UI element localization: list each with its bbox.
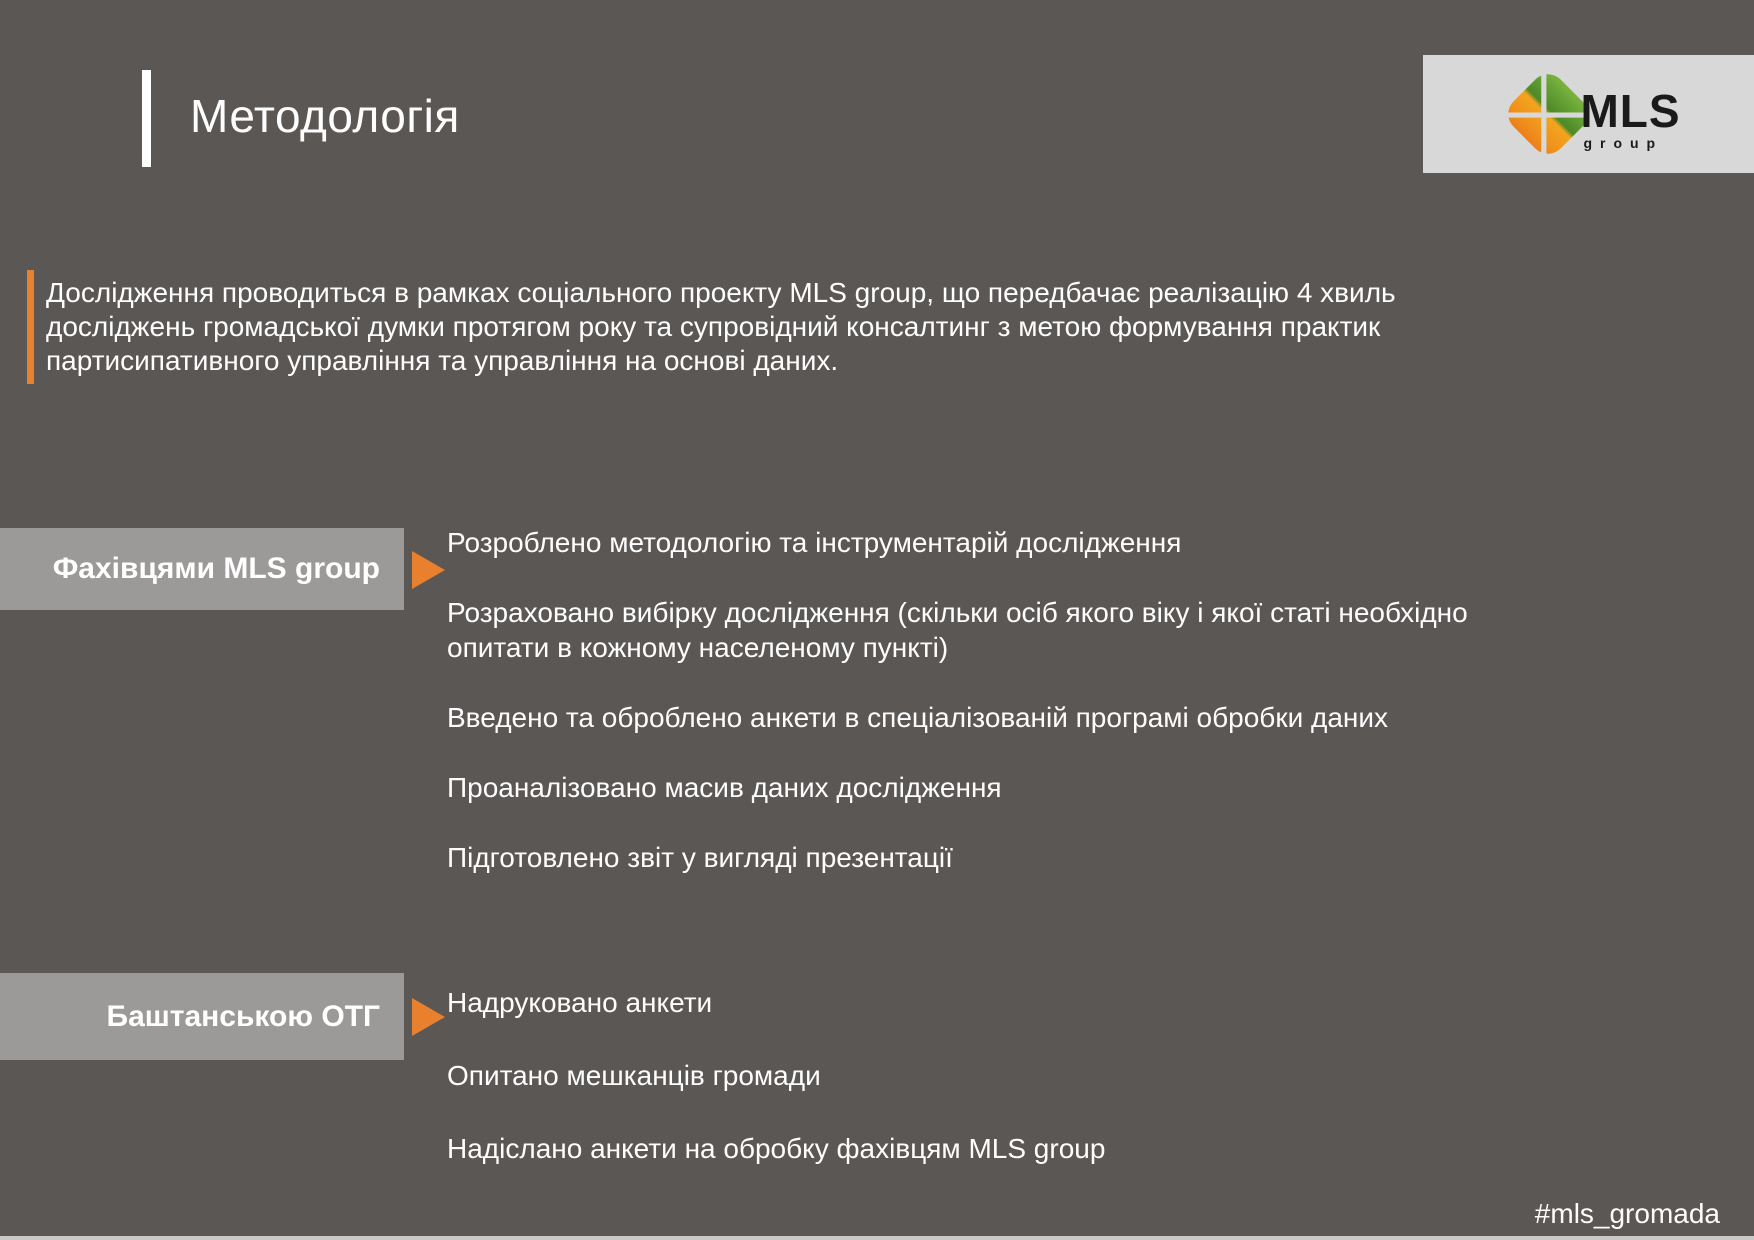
section-label-text: Фахівцями MLS group (52, 552, 380, 585)
list-item: Опитано мешканців громади (447, 1060, 821, 1091)
section-label-otg (0, 973, 404, 1060)
section-label-mls-group (0, 528, 404, 610)
logo-box (1423, 55, 1754, 173)
intro-block (27, 270, 1519, 384)
section-label-text: Баштанською ОТГ (106, 999, 380, 1033)
otg-activity-list (447, 985, 1532, 1204)
arrow-right-icon (412, 551, 445, 589)
list-item: Надруковано анкети (447, 987, 713, 1018)
hashtag-footer: #mls_gromada (1534, 1198, 1720, 1229)
list-item: Введено та оброблено анкети в спеціалізованій програмі обробки даних (447, 702, 1389, 733)
logo-sub-text: group (1583, 135, 1664, 152)
list-item: Розраховано вибірку дослідження (скільки осіб якого віку і якої статі необхідно опитати в кожному населеному пункті) (447, 597, 1468, 663)
logo-brand-text: MLS (1580, 84, 1681, 137)
title-accent-bar (142, 70, 151, 167)
bottom-edge-strip (0, 1236, 1754, 1240)
list-item: Надіслано анкети на обробку фахівцям MLS group (447, 1133, 1106, 1164)
intro-paragraph: Дослідження проводиться в рамках соціального проекту MLS group, що передбачає реалізацію 4 хвиль досліджень громадської думки протягом року та супровідний консалтинг з метою формування практик партисипативного управління та управління на основі даних. (46, 277, 1396, 376)
logo-text (1580, 84, 1681, 152)
page-title: Методологія (190, 90, 460, 142)
arrow-right-icon (412, 998, 445, 1036)
list-item: Розроблено методологію та інструментарій дослідження (447, 527, 1182, 558)
list-item: Підготовлено звіт у вигляді презентації (447, 842, 953, 873)
mls-group-activity-list (447, 525, 1532, 910)
list-item: Проаналізовано масив даних дослідження (447, 772, 1002, 803)
